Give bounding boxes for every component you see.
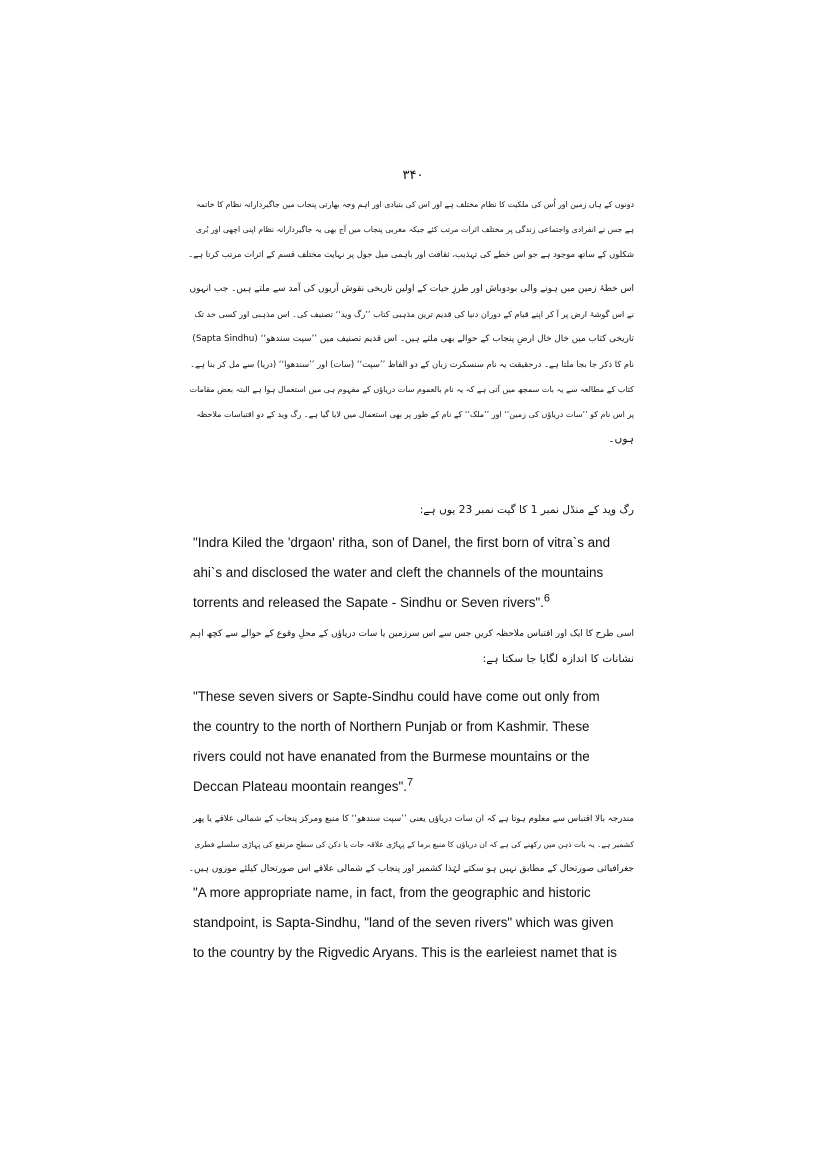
- text-line: رگ وید کے منڈل نمبر 1 کا گیت نمبر 23 یوں ہے:: [419, 504, 634, 516]
- block-quote-2: [193, 682, 635, 802]
- paragraph-1: [188, 192, 634, 267]
- quote-line: standpoint, is Sapta-Sindhu, "land of the seven rivers" which was given: [193, 915, 614, 930]
- text-line: نے اس گوشۂ ارض پر آ کر اپنے قیام کے دوران دنیا کی قدیم ترین مذہبی کتاب ’’رگ وید‘‘ تصنیف کی۔ اس مذہبی اور کسی حد تک: [194, 309, 634, 319]
- quote-line: the country to the north of Northern Punjab or from Kashmir. These: [193, 719, 590, 734]
- block-quote-1: [193, 528, 635, 618]
- text-line: کتاب کے مطالعہ سے یہ بات سمجھ میں آتی ہے کہ یہ نام بالعموم سات دریاؤں کے مفہوم ہی میں استعمال ہوا ہے البتہ بعض مقامات: [189, 385, 634, 394]
- quote-line: "Indra Kiled the 'drgaon' ritha, son of Danel, the first born of vitra`s and: [193, 535, 611, 550]
- quote-line: ahi`s and disclosed the water and cleft the channels of the mountains: [193, 565, 604, 580]
- page-number: ۳۴۰: [402, 168, 424, 183]
- quote-line: to the country by the Rigvedic Aryans. This is the earleiest namet that is: [193, 945, 618, 960]
- text-line: جغرافیائی صورتحال کے مطابق نہیں ہو سکتے لہٰذا کشمیر اور پنجاب کے شمالی علاقے اس صورتحال کیلئے موزوں ہیں۔: [188, 864, 634, 874]
- text-line: نشانات کا اندازہ لگایا جا سکتا ہے:: [482, 653, 634, 665]
- paragraph-2: [188, 277, 634, 452]
- footnote-marker: 7: [406, 776, 414, 789]
- footnote-marker: 6: [543, 592, 551, 605]
- text-line: تاریخی کتاب میں خال خال ارضِ پنجاب کے حوالے بھی ملتے ہیں۔ اس قدیم تصنیف میں ’’سپت سندھو‘‘ (Sapta Sindhu): [192, 334, 634, 344]
- text-line: پر اس نام کو ’’سات دریاؤں کی زمین‘‘ اور ’’ملک‘‘ کے نام کے طور پر بھی استعمال میں لایا گیا ہے۔ رگ وید کے دو اقتباسات ملاحظہ: [196, 410, 634, 419]
- quote-intro-1: [240, 498, 634, 523]
- quote-line: torrents and released the Sapate - Sindhu or Seven rivers".$^6$: [193, 592, 551, 610]
- text-line: نام کا ذکر جا بجا ملتا ہے۔ درحقیقت یہ نام سنسکرت زبان کے دو الفاظ ’’سپت‘‘ (سات) اور ’’سندھوا‘‘ (دریا) سے مل کر بنا ہے۔: [190, 359, 634, 369]
- block-quote-3: [193, 878, 635, 968]
- quote-line: rivers could not have enanated from the Burmese mountains or the: [193, 749, 590, 764]
- paragraph-3: [188, 622, 634, 672]
- text-line: اس خطۂ زمین میں ہونے والی بودوباش اور طرزِ حیات کے اولین تاریخی نقوش آریوں کی آمد سے ملتے ہیں۔ جب انہوں: [189, 284, 634, 294]
- quote-line: "A more appropriate name, in fact, from the geographic and historic: [193, 885, 591, 900]
- text-line: مندرجہ بالا اقتباس سے معلوم ہوتا ہے کہ ان سات دریاؤں یعنی ’’سپت سندھو‘‘ کا منبع ومرکز پنجاب کے شمالی علاقے یا پھر: [193, 814, 634, 824]
- quote-line: Deccan Plateau moontain reanges".$^7$: [193, 776, 414, 794]
- text-line: کشمیر ہے۔ یہ بات ذہن میں رکھنے کی ہے کہ ان دریاؤں کا منبع برما کے پہاڑی علاقہ جات یا دکن کی سطحِ مرتفع کی پہاڑی سلسلے فطری: [194, 840, 634, 849]
- text-line: ہوں۔: [608, 433, 634, 445]
- quote-line: "These seven sivers or Sapte-Sindhu could have come out only from: [193, 689, 600, 704]
- text-line: اسی طرح کا ایک اور اقتباس ملاحظہ کریں جس سے اس سرزمین یا سات دریاؤں کے محلِ وقوع کے حوالے سے کچھ اہم: [189, 629, 634, 639]
- text-line: دونوں کے ہاں زمین اور اُس کی ملکیت کا نظام مختلف ہے اور اس کی بنیادی اور اہم وجہ بھارتی پنجاب میں جاگیردارانہ نظام کا خاتمہ: [196, 200, 634, 209]
- text-line: ہے جس نے انفرادی واجتماعی زندگی پر مختلف اثرات مرتب کئے جبکہ مغربی پنجاب میں آج بھی یہ جاگیردارانہ نظام اپنی اچھی اور بُری: [195, 225, 634, 234]
- text-line: شکلوں کے ساتھ موجود ہے جو اس خطے کی تہذیب، ثقافت اور باہمی میل جول پر نہایت مختلف قسم کے اثرات مرتب کرتا ہے۔: [188, 249, 634, 259]
- paragraph-4: [188, 807, 634, 882]
